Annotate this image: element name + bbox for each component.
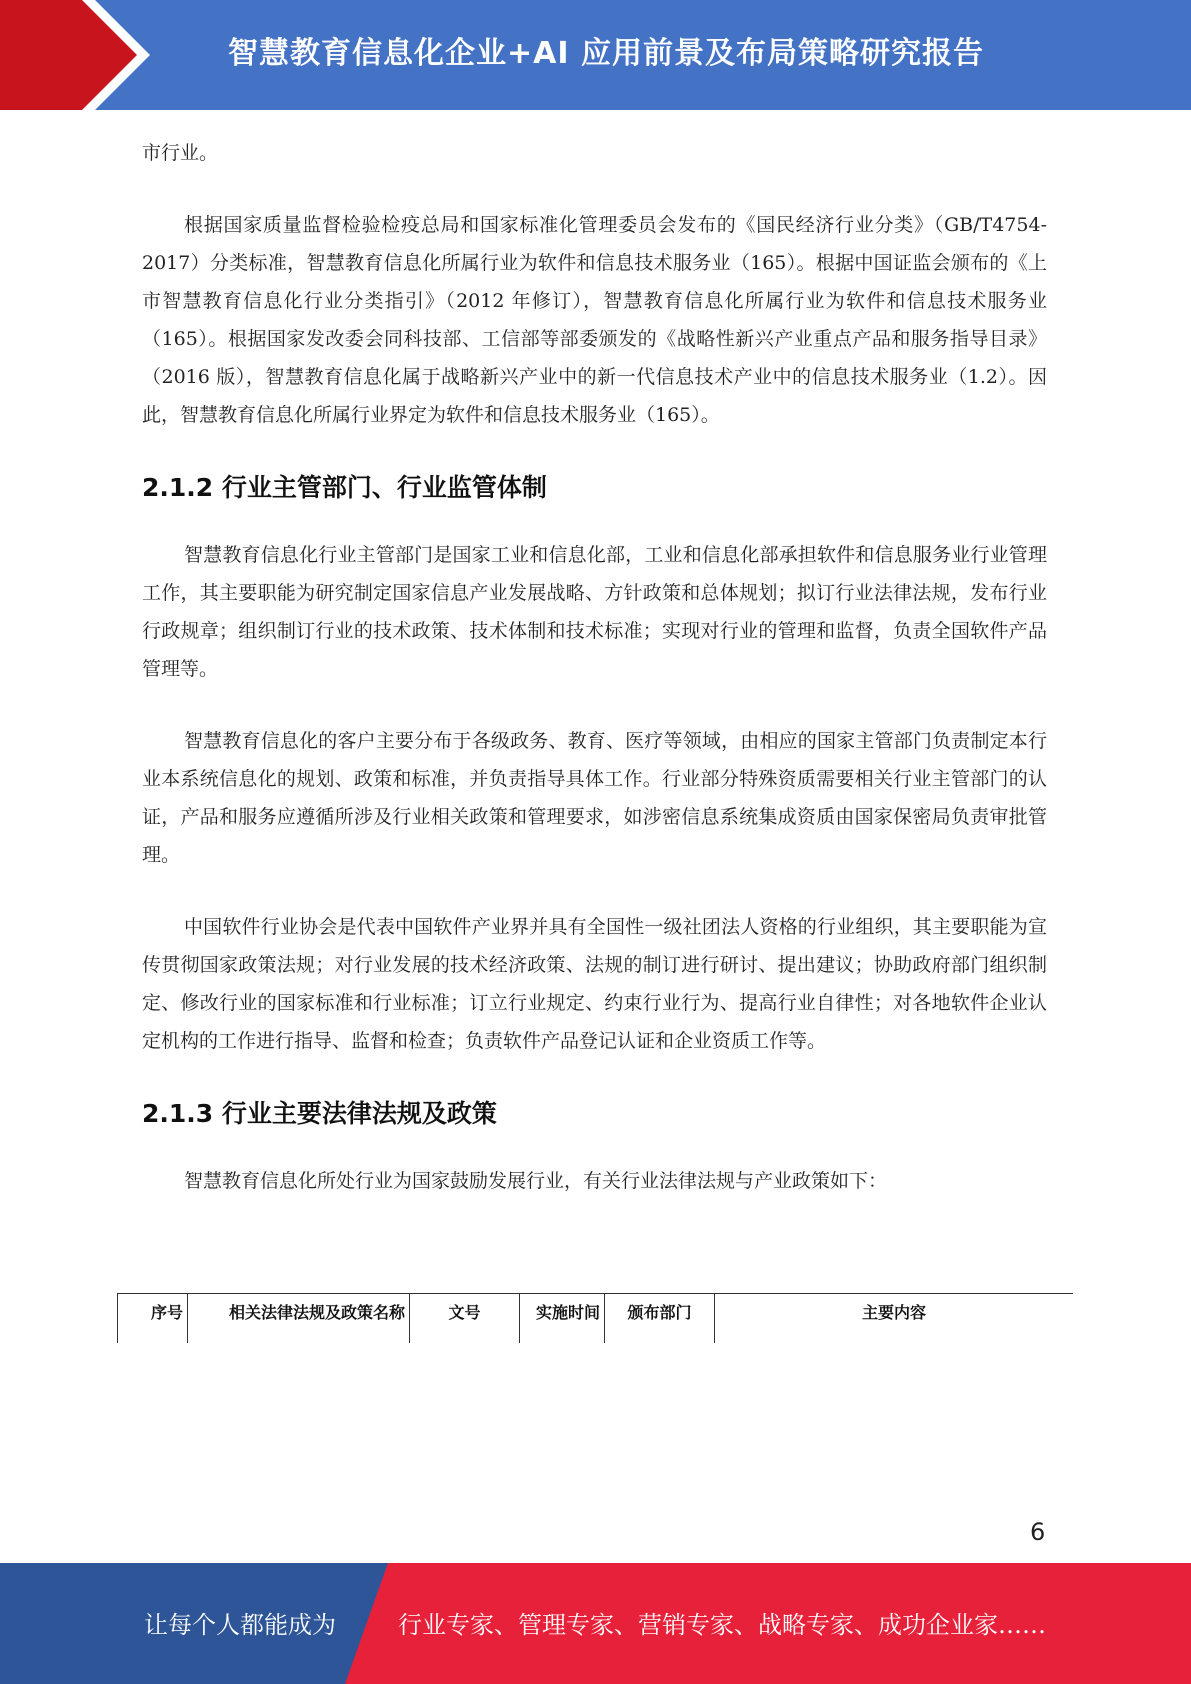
table-header-cell: 相关法律法规及政策名称: [188, 1294, 410, 1344]
section-heading-2-1-2: 2.1.2 行业主管部门、行业监管体制: [142, 473, 547, 502]
table-header-cell: 实施时间: [520, 1294, 605, 1344]
header-arrow-decoration: [0, 0, 150, 110]
page-header: [0, 0, 1191, 110]
page-number: 6: [1030, 1518, 1046, 1546]
report-title: 智慧教育信息化企业+AI 应用前景及布局策略研究报告: [228, 36, 984, 71]
footer-slogan-right: 行业专家、管理专家、营销专家、战略专家、成功企业家……: [398, 1611, 1046, 1639]
section-heading-2-1-3: 2.1.3 行业主要法律法规及政策: [142, 1099, 497, 1128]
document-body: [142, 134, 1047, 1200]
table-header-cell: 文号: [410, 1294, 520, 1344]
paragraph-customers: 智慧教育信息化的客户主要分布于各级政务、教育、医疗等领域，由相应的国家主管部门负责制定本行业本系统信息化的规划、政策和标准，并负责指导具体工作。行业部分特殊资质需要相关行业主管部门的认证，产品和服务应遵循所涉及行业相关政策和管理要求，如涉密信息系统集成资质由国家保密局负责审批管理。: [142, 730, 1047, 866]
paragraph-association: 中国软件行业协会是代表中国软件产业界并具有全国性一级社团法人资格的行业组织，其主要职能为宣传贯彻国家政策法规；对行业发展的技术经济政策、法规的制订进行研讨、提出建议；协助政府部门组织制定、修改行业的国家标准和行业标准；订立行业规定、约束行业行为、提高行业自律性；对各地软件企业认定机构的工作进行指导、监督和检查；负责软件产品登记认证和企业资质工作等。: [142, 916, 1047, 1052]
policy-table: [117, 1293, 1073, 1343]
table-header-row: [118, 1294, 1074, 1344]
paragraph-regulator: 智慧教育信息化行业主管部门是国家工业和信息化部，工业和信息化部承担软件和信息服务业行业管理工作，其主要职能为研究制定国家信息产业发展战略、方针政策和总体规划；拟订行业法律法规，发布行业行政规章；组织制订行业的技术政策、技术体制和技术标准；实现对行业的管理和监督，负责全国软件产品管理等。: [142, 544, 1047, 680]
page-footer: [0, 1563, 1191, 1684]
table-header-cell: 序号: [118, 1294, 188, 1344]
paragraph-continuation: 市行业。: [142, 142, 219, 164]
table-header-cell: 颁布部门: [605, 1294, 715, 1344]
table-header-cell: 主要内容: [715, 1294, 1074, 1344]
footer-slogan-left: 让每个人都能成为: [144, 1611, 336, 1639]
paragraph-industry-classification: 根据国家质量监督检验检疫总局和国家标准化管理委员会发布的《国民经济行业分类》（GB/T4754-2017）分类标准，智慧教育信息化所属行业为软件和信息技术服务业（165）。根据中国证监会颁布的《上市智慧教育信息化行业分类指引》（2012 年修订），智慧教育信息化所属行业为软件和信息技术服务业（165）。根据国家发改委会同科技部、工信部等部委颁发的《战略性新兴产业重点产品和服务指导目录》（2016 版），智慧教育信息化属于战略新兴产业中的新一代信息技术产业中的信息技术服务业（1.2）。因此，智慧教育信息化所属行业界定为软件和信息技术服务业（165）。: [142, 214, 1047, 426]
paragraph-policy-intro: 智慧教育信息化所处行业为国家鼓励发展行业，有关行业法律法规与产业政策如下：: [184, 1170, 888, 1192]
